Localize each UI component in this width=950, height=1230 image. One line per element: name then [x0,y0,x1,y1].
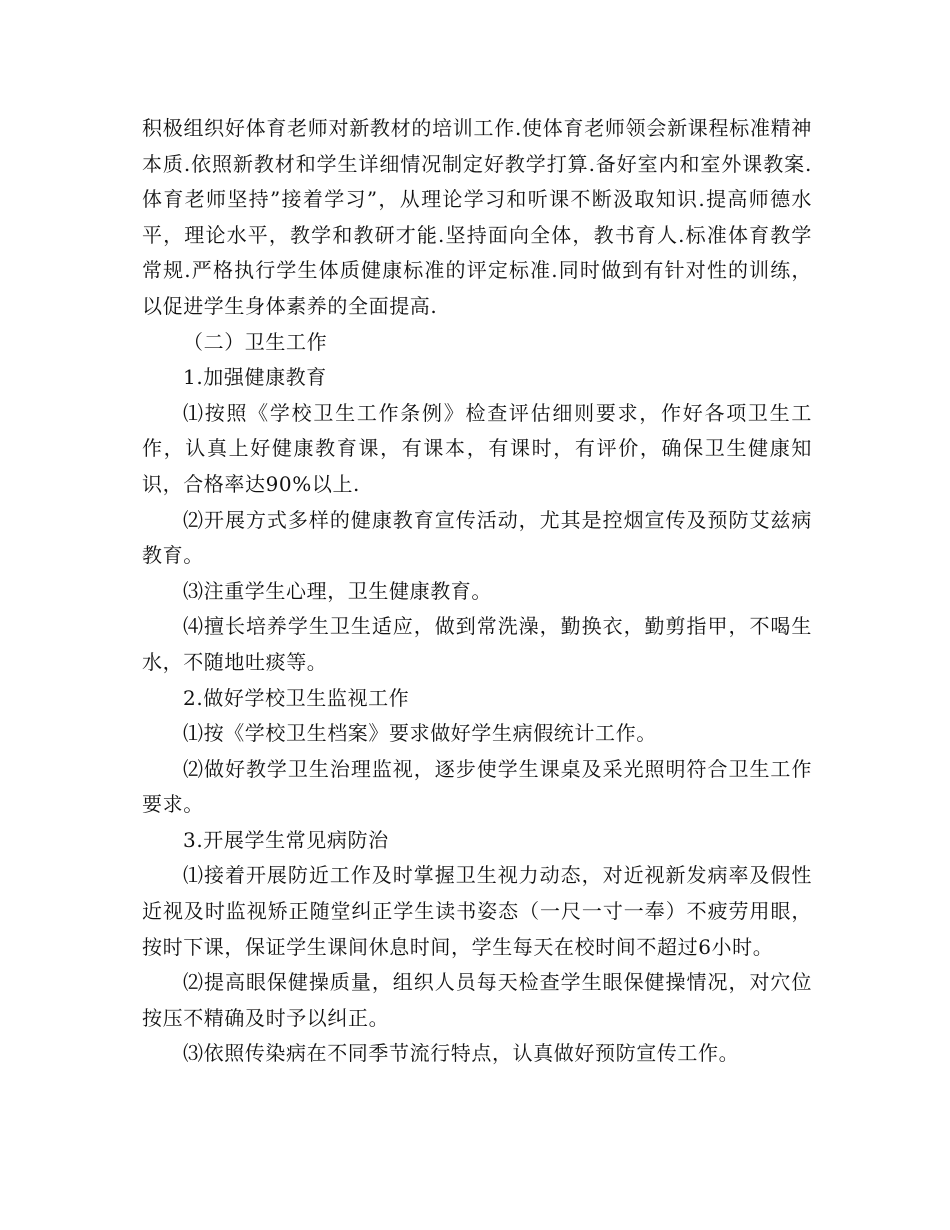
section2-item-1: ⑴按《学校卫生档案》要求做好学生病假统计工作。 [183,721,657,746]
section-title: （二）卫生工作 [183,329,328,354]
section3-item-3: ⑶依照传染病在不同季节流行特点，认真做好预防宣传工作。 [183,1041,740,1066]
section3-title: 3.开展学生常见病防治 [183,827,389,852]
document-body [142,111,812,1072]
section3-item-2: ⑵提高眼保健操质量，组织人员每天检查学生眼保健操情况，对穴位按压不精确及时予以纠正。 [142,970,812,1030]
section3-item-1: ⑴接着开展防近工作及时掌握卫生视力动态，对近视新发病率及假性近视及时监视矫正随堂纠正学生读书姿态（一尺一寸一奉）不疲劳用眼，按时下课，保证学生课间休息时间，学生每天在校时间不超过6小时。 [142,863,812,959]
section1-item-1: ⑴按照《学校卫生工作条例》检查评估细则要求，作好各项卫生工作，认真上好健康教育课，有课本，有课时，有评价，确保卫生健康知识，合格率达90%以上. [142,400,812,496]
section2-item-2: ⑵做好教学卫生治理监视，逐步使学生课桌及采光照明符合卫生工作要求。 [142,756,812,817]
intro-paragraph: 积极组织好体育老师对新教材的培训工作.使体育老师领会新课程标准精神本质.依照新教材和学生详细情况制定好教学打算.备好室内和室外课教案.体育老师坚持”接着学习”，从理论学习和听课不断汲取知识.提高师德水平，理论水平，教学和教研才能.坚持面向全体，教书育人.标准体育教学常规.严格执行学生体质健康标准的评定标准.同时做到有针对性的训练，以促进学生身体素养的全面提高. [142,116,812,318]
section1-item-3: ⑶注重学生心理，卫生健康教育。 [183,578,492,603]
section2-title: 2.做好学校卫生监视工作 [183,685,410,710]
section1-item-4: ⑷擅长培养学生卫生适应，做到常洗澡，勤换衣，勤剪指甲，不喝生水，不随地吐痰等。 [142,614,812,674]
section1-item-2: ⑵开展方式多样的健康教育宣传活动，尤其是控烟宣传及预防艾兹病教育。 [142,507,812,568]
section1-title: 1.加强健康教育 [183,365,327,390]
